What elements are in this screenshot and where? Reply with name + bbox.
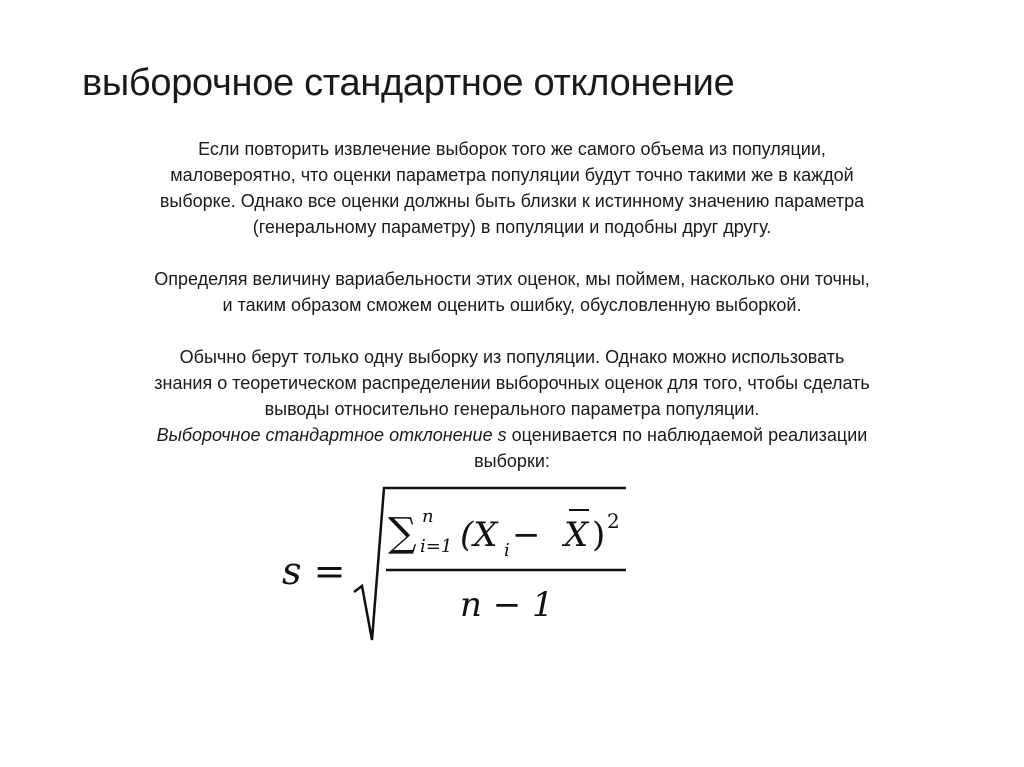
text-line-definition <box>40 422 984 448</box>
text-line: Обычно берут только одну выборку из популяции. Однако можно использовать <box>179 347 845 367</box>
numerator-xbar: X <box>564 515 589 555</box>
sum-symbol: ∑ <box>388 510 417 556</box>
paragraph-single-sample <box>40 344 984 474</box>
definition-rest: оценивается по наблюдаемой реализации <box>506 425 868 445</box>
paragraph-sampling-variation <box>40 136 984 240</box>
text-line: выводы относительно генерального параметра популяции. <box>264 399 760 419</box>
sum-lower-limit: i=1 <box>420 536 453 557</box>
text-line: Если повторить извлечение выборок того же самого объема из популяции, <box>198 139 826 159</box>
text-line: выборке. Однако все оценки должны быть близки к истинному значению параметра <box>159 191 865 211</box>
text-line: выборки: <box>474 451 550 471</box>
sum-upper-limit: n <box>422 506 434 527</box>
formula-lhs: s = <box>282 549 346 593</box>
numerator-close: ) <box>592 515 606 555</box>
numerator-body: (X <box>460 515 498 555</box>
numerator-exponent: 2 <box>607 509 620 533</box>
definition-term: Выборочное стандартное отклонение s <box>156 425 507 445</box>
text-line: маловероятно, что оценки параметра популяции будут точно такими же в каждой <box>170 165 854 185</box>
text-line: (генеральному параметру) в популяции и подобны друг другу. <box>252 217 772 237</box>
denominator: n − 1 <box>460 585 554 625</box>
slide-title: выборочное стандартное отклонение <box>82 62 735 104</box>
numerator-minus: − <box>512 515 541 555</box>
numerator-sub: i <box>504 540 510 561</box>
paragraph-variability <box>40 266 984 318</box>
text-line: и таким образом сможем оценить ошибку, обусловленную выборкой. <box>222 295 802 315</box>
text-line: Определяя величину вариабельности этих оценок, мы поймем, насколько они точны, <box>154 269 870 289</box>
text-line: знания о теоретическом распределении выборочных оценок для того, чтобы сделать <box>154 373 870 393</box>
std-deviation-formula <box>280 478 640 648</box>
